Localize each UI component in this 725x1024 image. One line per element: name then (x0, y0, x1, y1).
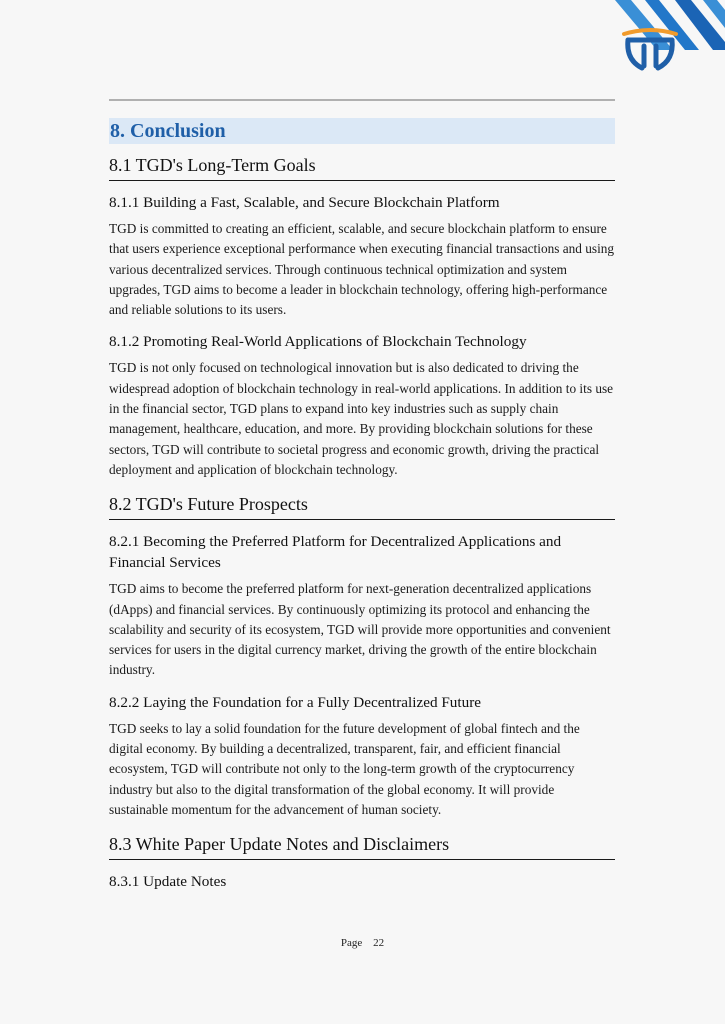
section-title-8-2: 8.2 TGD's Future Prospects (109, 492, 615, 520)
subsection-title-8-2-1: 8.2.1 Becoming the Preferred Platform for Decentralized Applications and Financial Services (109, 533, 562, 572)
paragraph-8-2-2: TGD seeks to lay a solid foundation for the future development of global fintech and the digital economy. By building a decentralized, transparent, fair, and efficient financial ecosystem, TGD will contribute not only to the long-term growth of the cryptocurrency industry but also to the digital transformation of the global economy. It will provide sustainable momentum for the advancement of human society. (109, 720, 580, 817)
page-footer (0, 937, 725, 949)
subsection-title-8-1-2: 8.1.2 Promoting Real-World Applications of Blockchain Technology (109, 333, 527, 351)
paragraph-8-2-1: TGD aims to become the preferred platform for next-generation decentralized applications (dApps) and financial services. By continuously optimizing its protocol and enhancing the scalability and security of its ecosystem, TGD will provide more opportunities and convenient services for users in the digital currency market, driving the growth of the entire blockchain industry. (109, 581, 611, 678)
section-title-8-1: 8.1 TGD's Long-Term Goals (109, 153, 615, 181)
page-number: 22 (373, 937, 385, 949)
page-label: Page (340, 937, 363, 949)
tgd-logo-icon (620, 26, 680, 72)
paragraph-8-1-2: TGD is not only focused on technological innovation but is also dedicated to driving the widespread adoption of blockchain technology in real-world applications. In addition to its use in the financial sector, TGD plans to expand into key industries such as supply chain management, healthcare, education, and more. By providing blockchain solutions for these sectors, TGD will contribute to societal progress and economic growth, driving the practical deployment and application of blockchain technology. (109, 360, 614, 477)
subsection-title-8-2-2: 8.2.2 Laying the Foundation for a Fully Decentralized Future (109, 693, 482, 711)
paragraph-8-1-1: TGD is committed to creating an efficient, scalable, and secure blockchain platform to ensure that users experience exceptional performance when executing financial transactions and using various decentralized services. Through continuous technical optimization and system upgrades, TGD aims to become a leader in blockchain technology, offering high-performance and reliable solutions to its users. (109, 221, 615, 318)
subsection-title-8-3-1: 8.3.1 Update Notes (109, 873, 227, 891)
section-title-8-3: 8.3 White Paper Update Notes and Disclaimers (109, 832, 615, 860)
section-heading-conclusion: 8. Conclusion (109, 118, 615, 144)
header-divider (109, 99, 615, 101)
page-content (109, 118, 615, 898)
subsection-title-8-1-1: 8.1.1 Building a Fast, Scalable, and Secure Blockchain Platform (109, 194, 500, 211)
